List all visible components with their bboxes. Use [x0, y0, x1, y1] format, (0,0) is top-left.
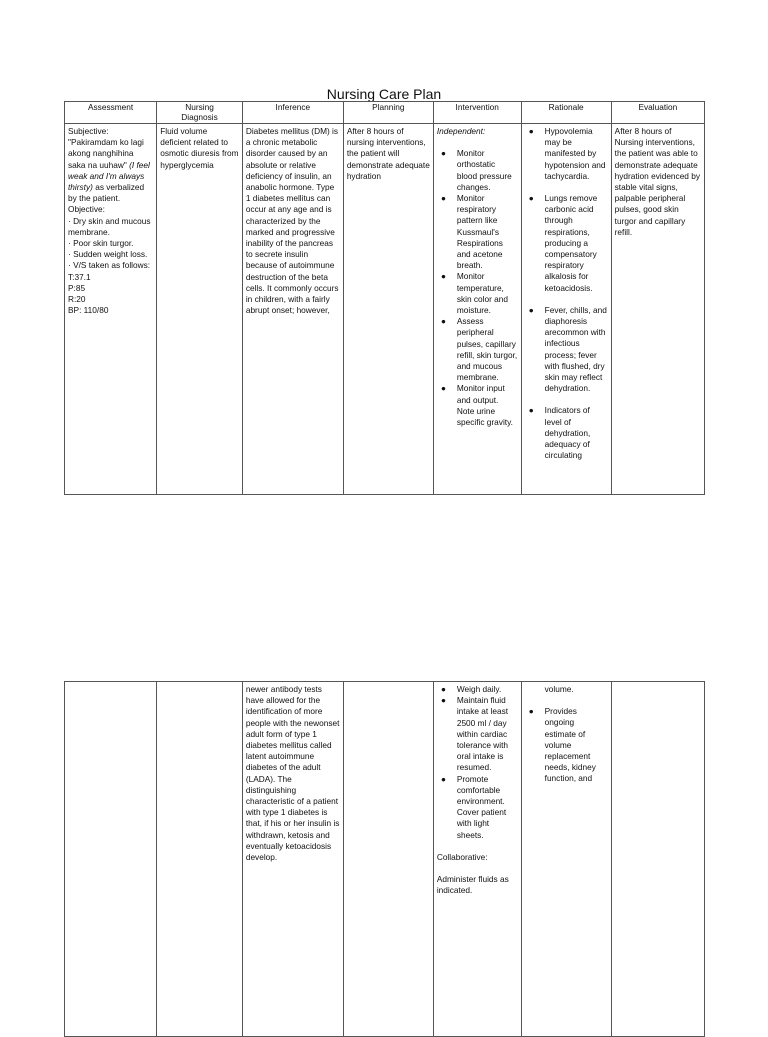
bullet-icon: ● — [528, 706, 534, 717]
intervention-text: Monitor orthostatic blood pressure changes. — [456, 148, 512, 192]
quote-text: "Pakiramdam ko lagi akong nanghihina saka na uuhaw" — [68, 137, 144, 170]
bullet-icon: ● — [440, 383, 446, 394]
bullet-icon: ● — [528, 304, 534, 315]
quote-translation: (I feel weak and I'm always thirsty) — [68, 159, 150, 193]
header-rationale: Rationale — [521, 102, 611, 124]
bullet-icon: ● — [528, 193, 534, 204]
list-item — [437, 148, 518, 193]
rationale-cell — [521, 124, 611, 495]
list-item — [437, 684, 518, 695]
bullet-icon: ● — [440, 316, 446, 327]
header-evaluation: Evaluation — [611, 102, 704, 124]
rationale-continuation-cell — [521, 682, 611, 1037]
list-item — [437, 316, 518, 383]
objective-item: · V/S taken as follows: — [68, 260, 151, 271]
objective-label: Objective: — [68, 204, 105, 215]
table-row — [65, 124, 705, 495]
list-item — [437, 383, 518, 428]
collaborative-text: Administer fluids as indicated. — [436, 874, 509, 896]
rationale-text: Fever, chills, and diaphoresis arecommon with infectious process; fever with flushed, dry skin may reflect dehydration. — [544, 304, 607, 394]
header-intervention: Intervention — [433, 102, 521, 124]
intervention-list — [437, 684, 518, 841]
rationale-list — [525, 706, 608, 784]
inference-continuation-cell: newer antibody tests have allowed for the identification of more people with the newonset adult form of type 1 diabetes mellitus called latent autoimmune diabetes of the adult (LADA). The distinguishing characteristic of a patient with type 1 diabetes is that, if his or her insulin is withdrawn, ketosis and eventually ketoacidosis develop. — [242, 682, 343, 1037]
intervention-text: Assess peripheral pulses, capillary refill, skin turgor, and mucous membrane. — [456, 316, 518, 383]
intervention-text: Maintain fluid intake at least 2500 ml / day within cardiac tolerance with oral intake is resumed. — [456, 695, 509, 773]
collaborative-label: Collaborative: — [436, 851, 488, 862]
bullet-icon: ● — [440, 773, 446, 784]
header-assessment: Assessment — [65, 102, 157, 124]
bullet-icon: ● — [440, 193, 446, 204]
vital-sign: BP: 110/80 — [68, 305, 109, 316]
evaluation-cell: After 8 hours of Nursing interventions, the patient was able to demonstrate adequate hydration evidenced by stable vital signs, palpable peripheral pulses, good skin turgor and capillary refill. — [611, 124, 704, 495]
diagnosis-cell-empty — [157, 682, 243, 1037]
list-item — [437, 193, 518, 271]
intervention-continuation-cell — [433, 682, 521, 1037]
intervention-cell — [433, 124, 521, 495]
vital-sign: R:20 — [68, 294, 86, 305]
rationale-text: Hypovolemia may be manifested by hypotension and tachycardia. — [544, 126, 606, 181]
intervention-text: Monitor respiratory pattern like Kussmaul's Respirations and acetone breath. — [456, 193, 503, 271]
objective-item: · Sudden weight loss. — [68, 249, 148, 260]
list-item — [437, 774, 518, 841]
objective-item: · Dry skin and mucous membrane. — [68, 215, 151, 237]
bullet-icon: ● — [528, 405, 534, 416]
care-plan-table-page-1 — [64, 101, 705, 495]
objective-item: · Poor skin turgor. — [68, 238, 134, 249]
rationale-text: Lungs remove carbonic acid through respirations, producing a compensatory respiratory alkalosis for ketoacidosis. — [544, 193, 598, 293]
list-item — [525, 193, 608, 294]
care-plan-table-page-2 — [64, 681, 705, 1037]
inference-cell: Diabetes mellitus (DM) is a chronic metabolic disorder caused by an absolute or relative deficiency of insulin, an anabolic hormone. Type 1 diabetes mellitus can occur at any age and is characterized by the marked and progressive inability of the pancreas to secrete insulin because of autoimmune destruction of the beta cells. It commonly occurs in children, with a fairly abrupt onset; however, — [242, 124, 343, 495]
planning-cell-empty — [343, 682, 433, 1037]
planning-cell: After 8 hours of nursing interventions, the patient will demonstrate adequate hydration — [343, 124, 433, 495]
intervention-text: Monitor input and output. Note urine specific gravity. — [456, 383, 513, 428]
list-item — [525, 405, 608, 461]
bullet-icon: ● — [440, 695, 446, 706]
bullet-icon: ● — [440, 148, 446, 159]
document-title: Nursing Care Plan — [326, 86, 442, 102]
intervention-text: Weigh daily. — [456, 684, 502, 694]
list-item — [525, 126, 608, 182]
intervention-text: Monitor temperature, skin color and moisture. — [456, 271, 509, 316]
bullet-icon: ● — [440, 684, 446, 694]
assessment-cell-empty — [65, 682, 157, 1037]
header-inference: Inference — [242, 102, 343, 124]
intervention-list — [437, 148, 518, 428]
table-row — [65, 682, 705, 1037]
rationale-continued-text: volume. — [544, 684, 574, 694]
independent-label: Independent: — [436, 126, 486, 136]
evaluation-cell-empty — [611, 682, 704, 1037]
rationale-text: Provides ongoing estimate of volume replacement needs, kidney function, and — [544, 706, 596, 784]
vital-sign: P:85 — [68, 282, 86, 293]
table-header-row — [65, 102, 705, 124]
subjective-label: Subjective: — [68, 126, 109, 136]
vital-sign: T:37.1 — [68, 271, 91, 282]
bullet-icon: ● — [440, 271, 446, 282]
bullet-icon: ● — [528, 126, 534, 136]
header-nursing-diagnosis: Nursing Diagnosis — [157, 102, 243, 124]
assessment-cell — [65, 124, 157, 495]
list-item — [437, 695, 518, 773]
quote-attribution: as verbalized by the patient. — [68, 182, 145, 204]
diagnosis-cell: Fluid volume deficient related to osmotic diuresis from hyperglycemia — [157, 124, 243, 495]
header-planning: Planning — [343, 102, 433, 124]
intervention-text: Promote comfortable environment. Cover patient with light sheets. — [456, 773, 507, 840]
rationale-text: Indicators of level of dehydration, adequacy of circulating — [544, 405, 591, 461]
list-item — [437, 271, 518, 316]
list-item — [525, 706, 608, 784]
rationale-list — [525, 126, 608, 461]
subjective-quote — [68, 137, 153, 204]
list-item — [525, 305, 608, 395]
